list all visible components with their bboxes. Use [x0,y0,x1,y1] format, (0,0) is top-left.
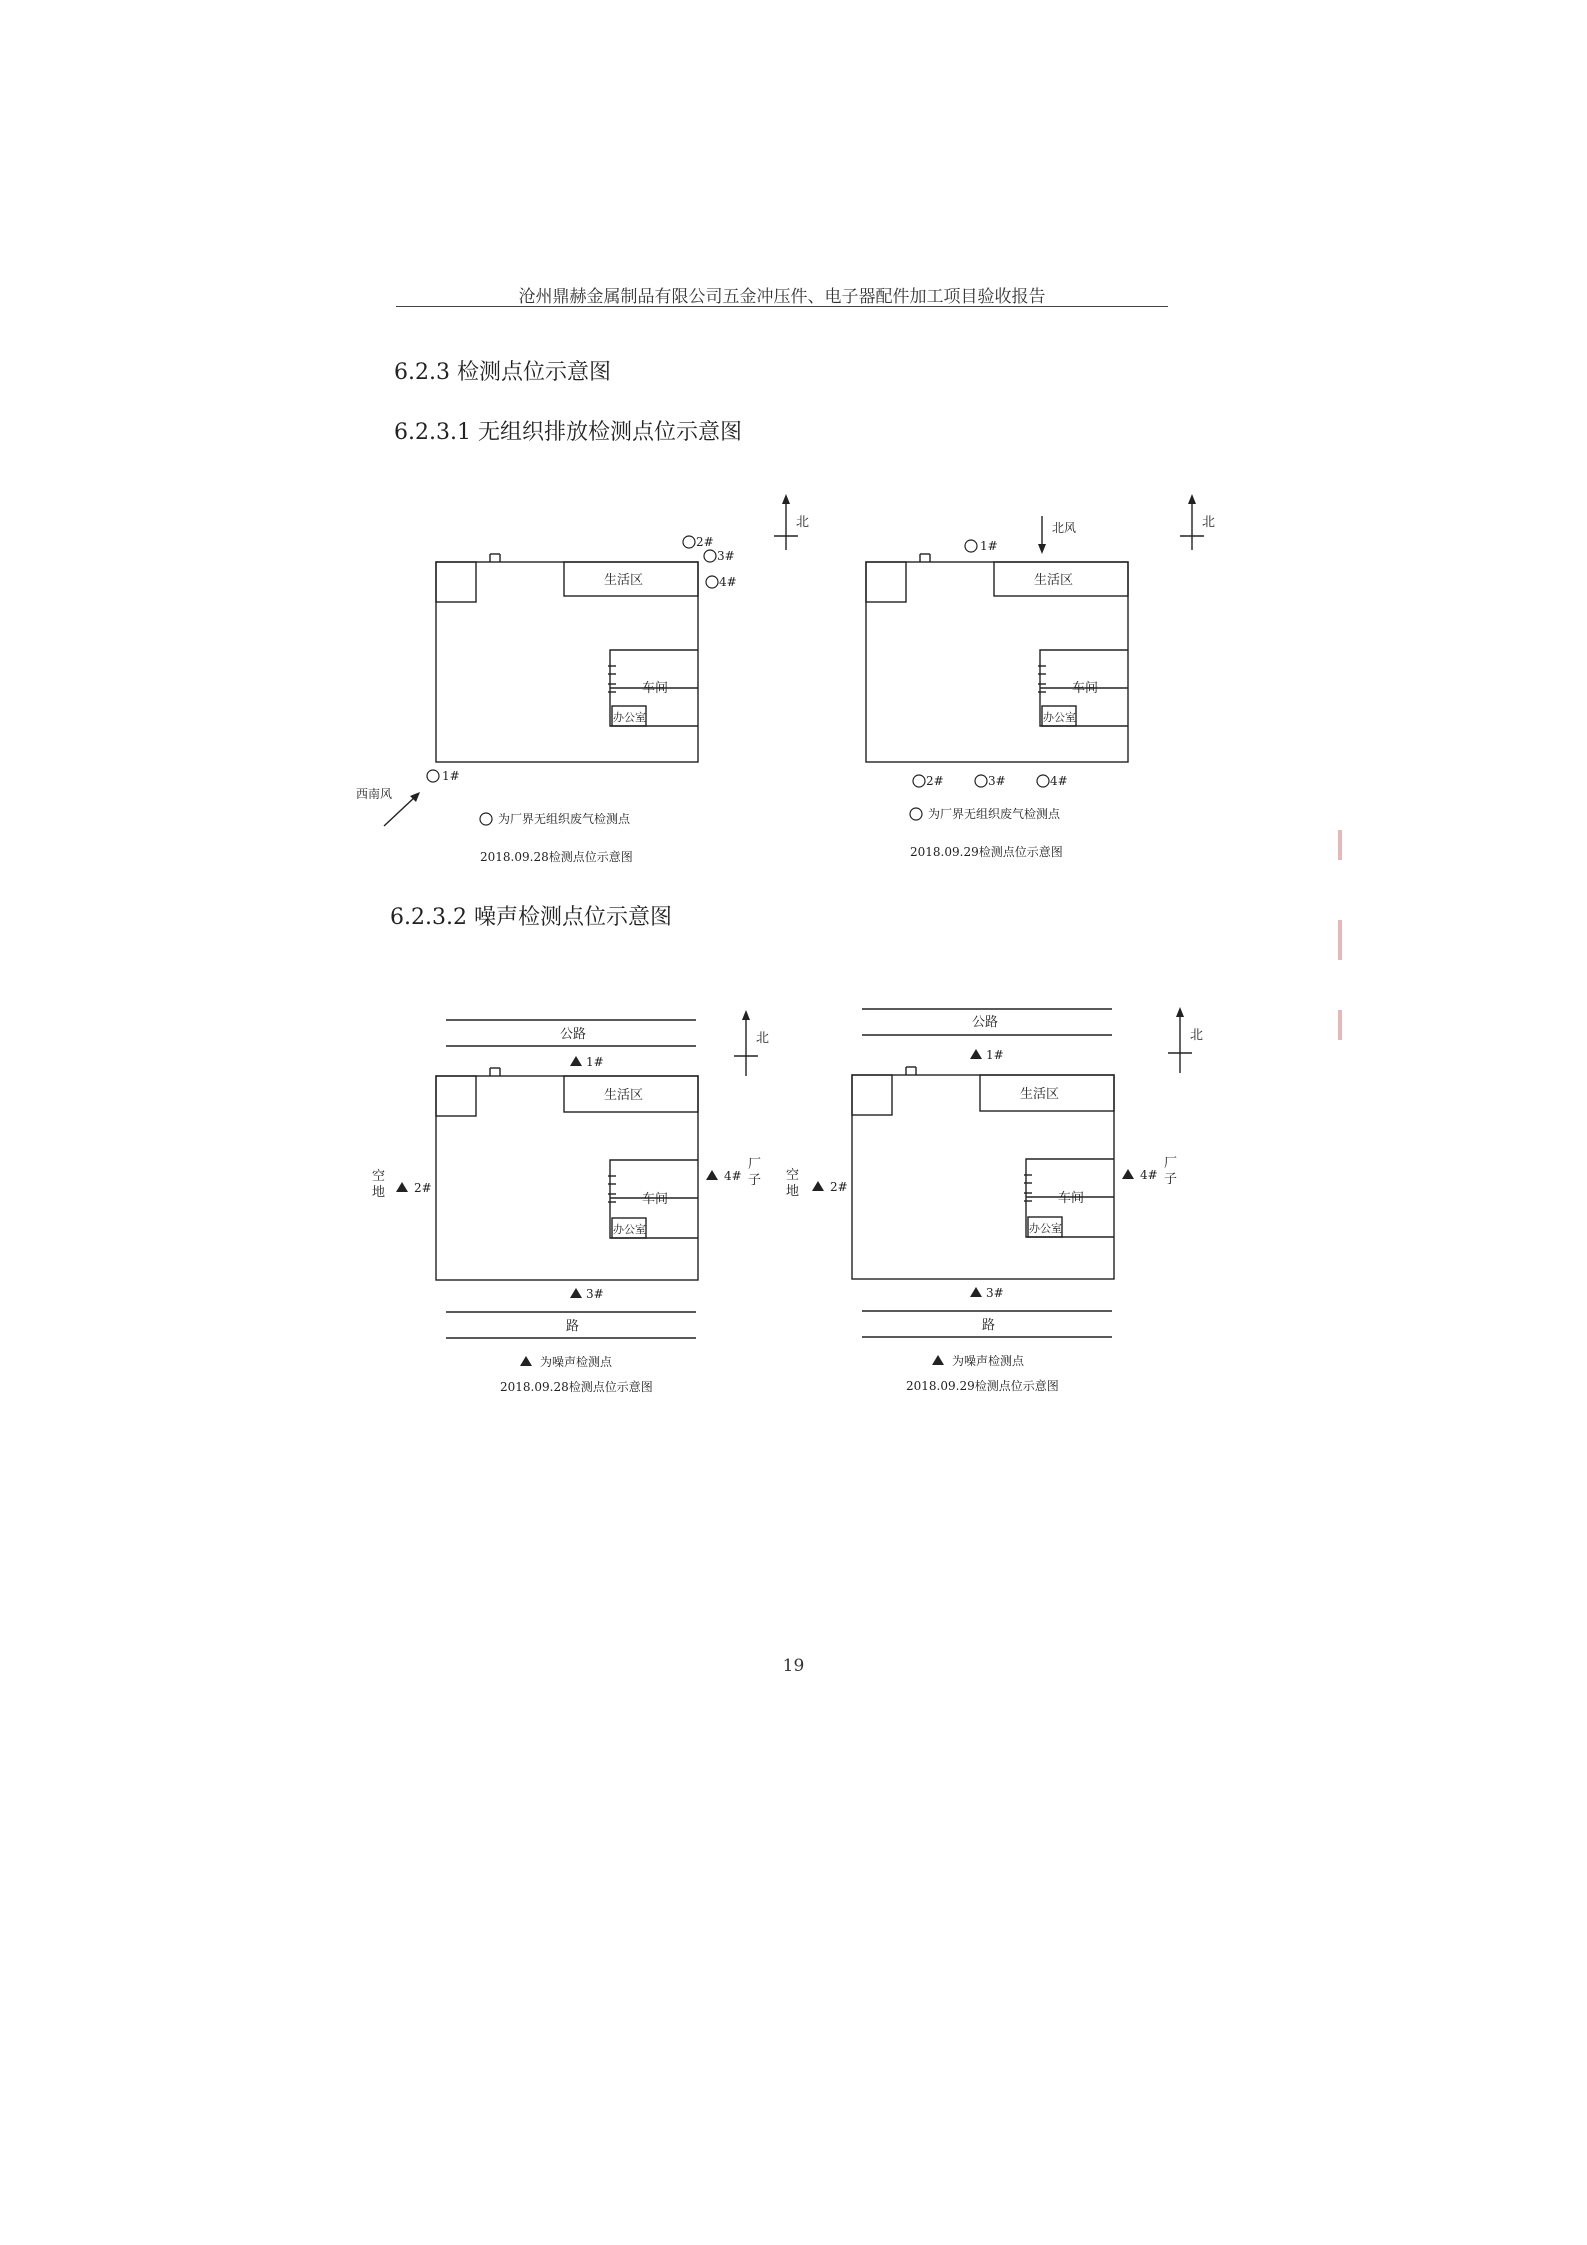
factory-label-1: 厂 [1164,1156,1178,1171]
point-3-label: 3# [717,549,735,563]
legend-circle-icon [910,808,922,820]
factory-boundary [866,562,1128,762]
wind-label: 北风 [1052,521,1077,535]
north-arrow-icon [1176,1007,1184,1017]
subsection-title-noise: 6.2.3.2 噪声检测点位示意图 [390,905,672,930]
factory-boundary [852,1075,1114,1279]
noise-point-4-icon [1122,1169,1134,1179]
wind-label: 西南风 [356,787,393,801]
empty-land-label-2: 地 [372,1185,386,1200]
point-1-label: 1# [442,769,460,783]
office-label: 办公室 [613,1223,646,1236]
legend-text: 为厂界无组织废气检测点 [928,807,1061,821]
legend-circle-icon [480,813,492,825]
legend-text: 为噪声检测点 [540,1355,613,1369]
air-point-1-icon [427,770,439,782]
air-monitoring-figure-0928 [350,480,830,880]
office-label: 办公室 [1043,711,1076,724]
north-label: 北 [796,515,810,530]
legend-triangle-icon [932,1355,944,1365]
workshop-label: 车间 [1072,681,1099,696]
factory-label-2: 子 [748,1173,762,1188]
figure-caption: 2018.09.28检测点位示意图 [500,1380,653,1394]
air-point-3-icon [704,550,716,562]
north-label: 北 [756,1031,770,1046]
office-label: 办公室 [613,711,646,724]
corner-room [866,562,906,602]
figure-caption: 2018.09.29检测点位示意图 [910,845,1063,859]
point-2-label: 2# [830,1180,848,1194]
point-2-label: 2# [414,1181,432,1195]
noise-monitoring-figure-0928 [350,1000,780,1420]
point-4-label: 4# [1140,1168,1158,1182]
point-4-label: 4# [724,1169,742,1183]
workshop-label: 车间 [642,1192,669,1207]
north-label: 北 [1202,515,1216,530]
figure-caption: 2018.09.29检测点位示意图 [906,1379,1059,1393]
factory-label-1: 厂 [748,1157,762,1172]
empty-land-label-1: 空 [372,1169,386,1184]
point-3-label: 3# [988,774,1006,788]
noise-point-4-icon [706,1170,718,1180]
point-2-label: 2# [696,535,714,549]
point-4-label: 4# [719,575,737,589]
road-top-label: 公路 [560,1027,587,1042]
legend-triangle-icon [520,1356,532,1366]
running-header: 沧州鼎赫金属制品有限公司五金冲压件、电子器配件加工项目验收报告 [518,287,1046,307]
corner-room [436,562,476,602]
air-point-2-icon [913,775,925,787]
air-point-4-icon [706,576,718,588]
section-title: 6.2.3 检测点位示意图 [394,360,611,385]
north-arrow-icon [1188,494,1196,504]
scan-edge-mark [1338,830,1342,860]
empty-land-label-2: 地 [786,1184,800,1199]
noise-point-2-icon [396,1182,408,1192]
point-3-label: 3# [586,1287,604,1301]
road-bottom-label: 路 [982,1318,996,1333]
noise-point-3-icon [970,1287,982,1297]
noise-point-1-icon [570,1056,582,1066]
road-bottom-label: 路 [566,1319,580,1334]
scan-edge-mark [1338,1010,1342,1040]
noise-point-1-icon [970,1049,982,1059]
point-1-label: 1# [586,1055,604,1069]
living-area-label: 生活区 [604,573,644,588]
legend-text: 为厂界无组织废气检测点 [498,812,631,826]
air-monitoring-figure-0929 [780,480,1240,880]
noise-point-2-icon [812,1181,824,1191]
wind-arrow-icon [1038,544,1046,554]
noise-point-3-icon [570,1288,582,1298]
factory-label-2: 子 [1164,1172,1178,1187]
point-1-label: 1# [986,1048,1004,1062]
point-3-label: 3# [986,1286,1004,1300]
point-4-label: 4# [1050,774,1068,788]
header-rule [396,306,1168,307]
point-1-label: 1# [980,539,998,553]
workshop-label: 车间 [1058,1191,1085,1206]
air-point-4-icon [1037,775,1049,787]
road-top-label: 公路 [972,1015,999,1030]
north-arrow-icon [742,1010,750,1020]
corner-room [852,1075,892,1115]
workshop-label: 车间 [642,681,669,696]
subsection-title-air: 6.2.3.1 无组织排放检测点位示意图 [394,420,742,445]
scan-edge-mark [1338,920,1342,960]
factory-boundary [436,562,698,762]
empty-land-label-1: 空 [786,1168,800,1183]
point-2-label: 2# [926,774,944,788]
figure-caption: 2018.09.28检测点位示意图 [480,850,633,864]
air-point-3-icon [975,775,987,787]
living-area-label: 生活区 [1034,573,1074,588]
page-number: 19 [782,1656,805,1676]
living-area-label: 生活区 [604,1088,644,1103]
air-point-2-icon [683,536,695,548]
factory-boundary [436,1076,698,1280]
air-point-1-icon [965,540,977,552]
office-label: 办公室 [1029,1222,1062,1235]
living-area-label: 生活区 [1020,1087,1060,1102]
north-label: 北 [1190,1028,1204,1043]
legend-text: 为噪声检测点 [952,1354,1025,1368]
noise-monitoring-figure-0929 [766,995,1216,1415]
corner-room [436,1076,476,1116]
